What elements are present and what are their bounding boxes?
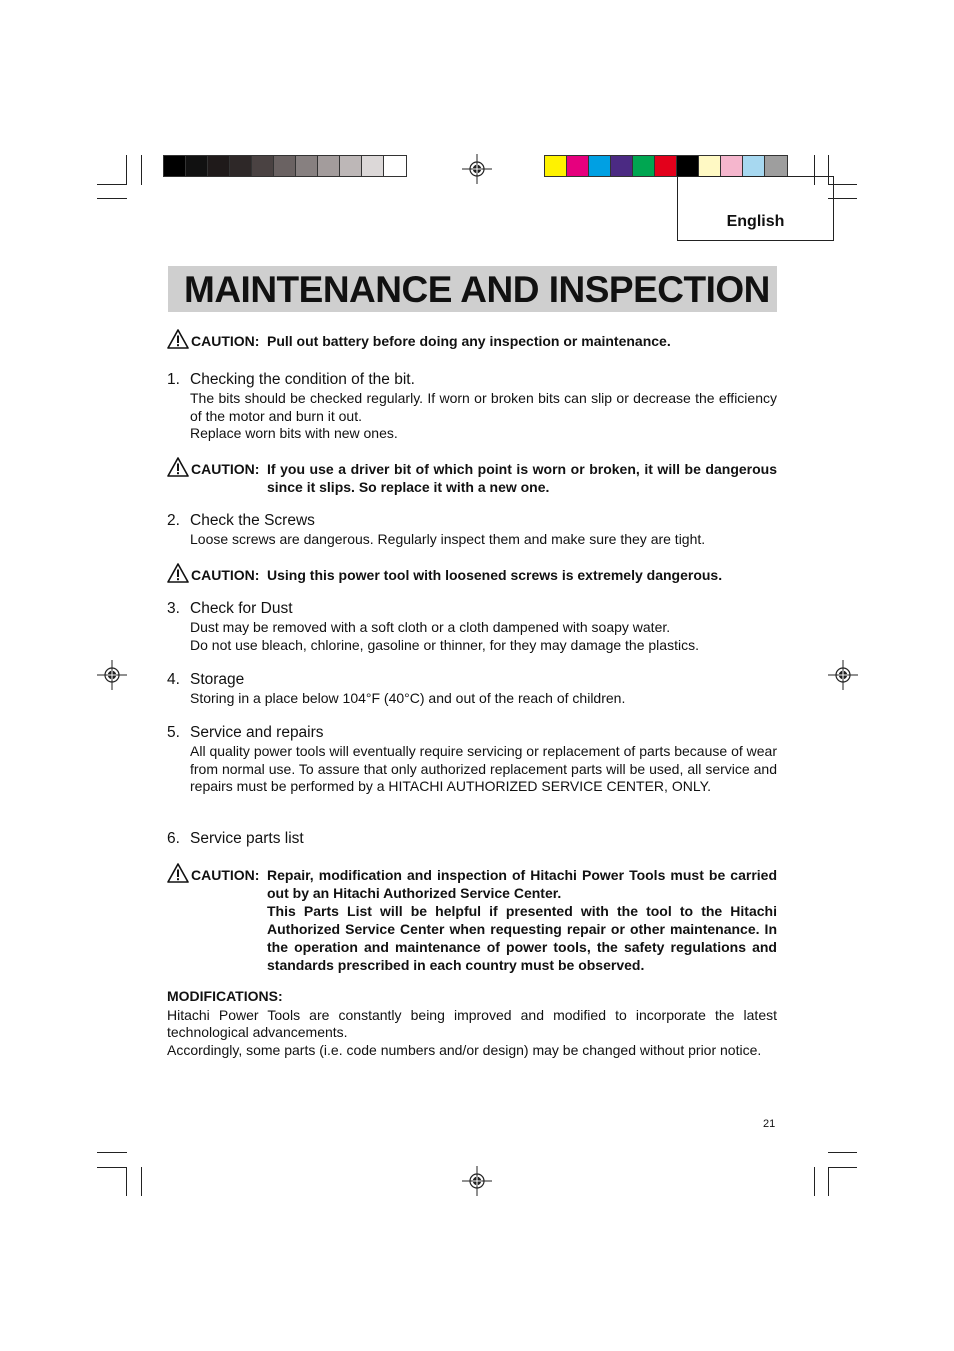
section-heading: Check for Dust: [190, 600, 293, 617]
section-service-repairs: [167, 723, 777, 796]
language-tab: [677, 176, 834, 241]
color-swatch: [274, 156, 296, 176]
warning-triangle-icon: [167, 863, 189, 883]
color-swatch: [611, 156, 633, 176]
caution-block: [167, 332, 777, 350]
page-title: MAINTENANCE AND INSPECTION: [184, 269, 770, 310]
section-number: 5.: [167, 724, 180, 741]
grayscale-calibration-bar: [163, 155, 407, 177]
color-swatch: [164, 156, 186, 176]
color-swatch: [252, 156, 274, 176]
section-paragraph: All quality power tools will eventually require servicing or replacement of parts because of wear from normal use. To assure that only authorized replacement parts will be used, all service and repairs must be performed by a HITACHI AUTHORIZED SERVICE CENTER, ONLY.: [190, 743, 777, 795]
caution-block: [167, 460, 777, 496]
section-heading: Service and repairs: [190, 724, 324, 741]
color-swatch: [699, 156, 721, 176]
color-swatch: [655, 156, 677, 176]
color-swatch: [721, 156, 743, 176]
color-calibration-bar: [544, 155, 788, 177]
modifications-paragraph: Hitachi Power Tools are constantly being improved and modified to incorporate the latest technological advancements.: [167, 1006, 777, 1041]
modifications-heading: MODIFICATIONS:: [167, 988, 283, 1004]
color-swatch: [765, 156, 787, 176]
caution-label: CAUTION:: [191, 867, 260, 883]
caution-text: Pull out battery before doing any inspection or maintenance.: [267, 333, 671, 349]
section-number: 6.: [167, 830, 180, 847]
section-number: 4.: [167, 671, 180, 688]
color-swatch: [589, 156, 611, 176]
caution-label: CAUTION:: [191, 461, 260, 477]
registration-mark-icon: [97, 660, 127, 690]
color-swatch: [545, 156, 567, 176]
section-paragraph: Loose screws are dangerous. Regularly inspect them and make sure they are tight.: [190, 531, 706, 547]
color-swatch: [677, 156, 699, 176]
section-paragraph: Storing in a place below 104°F (40°C) and out of the reach of children.: [190, 690, 626, 706]
section-checking-bit: [167, 370, 777, 443]
caution-block: [167, 866, 777, 974]
title-band: [168, 266, 777, 312]
section-service-parts-list: [167, 829, 777, 849]
color-swatch: [633, 156, 655, 176]
registration-mark-icon: [462, 1166, 492, 1196]
color-swatch: [362, 156, 384, 176]
section-number: 2.: [167, 512, 180, 529]
section-number: 3.: [167, 600, 180, 617]
color-swatch: [567, 156, 589, 176]
registration-mark-icon: [462, 154, 492, 184]
caution-text: If you use a driver bit of which point is worn or broken, it will be dangerous since it slips. So replace it with a new one.: [267, 461, 777, 495]
section-check-screws: [167, 511, 777, 549]
page-number: 21: [763, 1118, 776, 1130]
color-swatch: [340, 156, 362, 176]
color-swatch: [208, 156, 230, 176]
section-heading: Checking the condition of the bit.: [190, 371, 415, 388]
registration-mark-icon: [828, 660, 858, 690]
color-swatch: [296, 156, 318, 176]
section-paragraph: Do not use bleach, chlorine, gasoline or thinner, for they may damage the plastics.: [190, 636, 699, 653]
warning-triangle-icon: [167, 563, 189, 583]
color-swatch: [384, 156, 406, 176]
caution-label: CAUTION:: [191, 333, 260, 349]
section-check-dust: [167, 599, 777, 654]
language-label: English: [726, 213, 785, 230]
caution-text: This Parts List will be helpful if presented with the tool to the Hitachi Authorized Service Center when requesting repair or other maintenance. In the operation and maintenance of power tools, the safety regulations and standards prescribed in each country must be observed.: [267, 903, 777, 973]
caution-text: Using this power tool with loosened screws is extremely dangerous.: [267, 567, 723, 583]
color-swatch: [318, 156, 340, 176]
section-paragraph: The bits should be checked regularly. If worn or broken bits can slip or decrease the efficiency of the motor and burn it out.: [190, 390, 777, 424]
caution-text: Repair, modification and inspection of Hitachi Power Tools must be carried out by an Hitachi Authorized Service Center.: [267, 867, 777, 901]
color-swatch: [743, 156, 765, 176]
section-number: 1.: [167, 371, 180, 388]
warning-triangle-icon: [167, 457, 189, 477]
caution-block: [167, 566, 777, 584]
section-paragraph: Replace worn bits with new ones.: [190, 425, 398, 442]
color-swatch: [186, 156, 208, 176]
section-storage: [167, 670, 777, 708]
modifications-block: [167, 988, 777, 1059]
section-heading: Service parts list: [190, 830, 304, 847]
section-paragraph: Dust may be removed with a soft cloth or a cloth dampened with soapy water.: [190, 619, 671, 635]
color-swatch: [230, 156, 252, 176]
caution-label: CAUTION:: [191, 567, 260, 583]
modifications-paragraph: Accordingly, some parts (i.e. code numbers and/or design) may be changed without prior notice.: [167, 1041, 762, 1058]
section-heading: Storage: [190, 671, 245, 688]
section-heading: Check the Screws: [190, 512, 315, 529]
warning-triangle-icon: [167, 329, 189, 349]
